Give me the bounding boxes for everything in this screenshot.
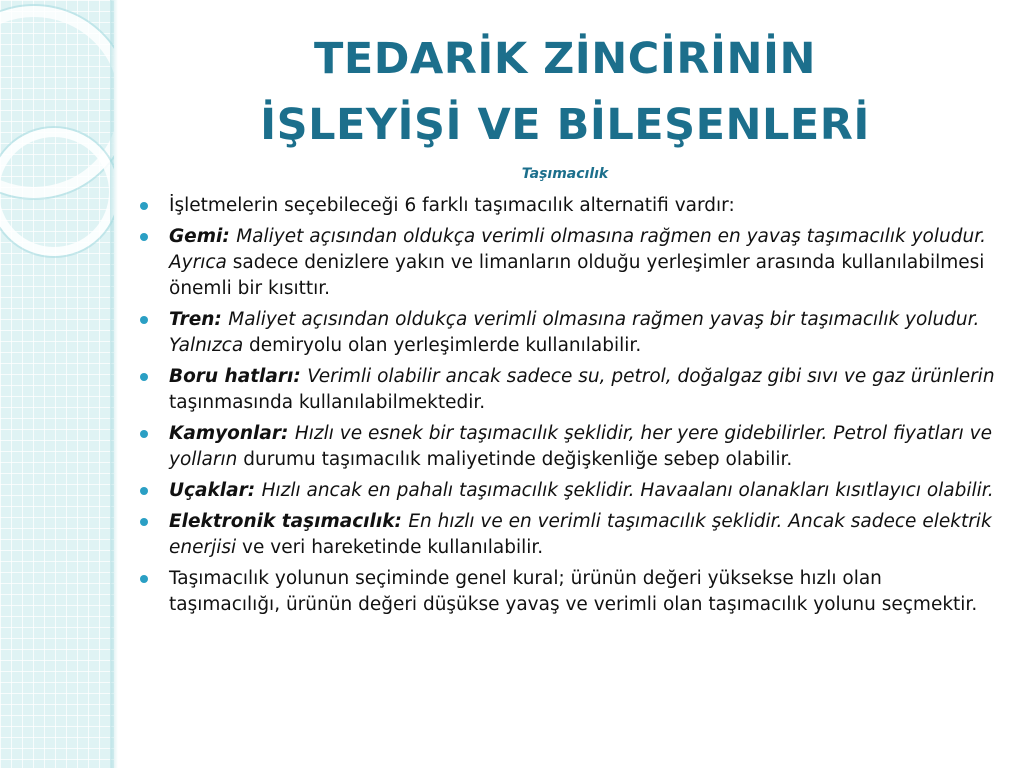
bullet-text: İşletmelerin seçebileceği 6 farklı taşımacılık alternatifi vardır: xyxy=(169,195,735,216)
bullet-text: ve veri hareketinde kullanılabilir. xyxy=(236,537,544,558)
slide-subtitle: Taşımacılık xyxy=(521,166,609,182)
bullet-item xyxy=(138,566,998,618)
bullet-text: taşınmasında kullanılabilmektedir. xyxy=(169,392,486,413)
bullet-item xyxy=(138,421,998,473)
bullet-italic-text: En hızlı ve en verimli taşımacılık şeklidir. Ancak sadece elektrik enerjisi xyxy=(169,511,992,558)
bullet-term: Uçaklar: xyxy=(169,480,256,501)
bullet-item xyxy=(138,224,998,302)
decorative-circle-small xyxy=(0,128,114,256)
bullet-text: demiryolu olan yerleşimlerde kullanılabilir. xyxy=(243,335,642,356)
bullet-item xyxy=(138,307,998,359)
side-decoration-panel xyxy=(0,0,114,768)
bullet-italic-text: Maliyet açısından oldukça verimli olmasına rağmen yavaş bir taşımacılık yoludur. Yalnızca xyxy=(169,309,980,356)
bullet-text: Taşımacılık yolunun seçiminde genel kural; ürünün değeri yüksekse hızlı olan taşımacılığı, ürünün değeri düşükse yavaş ve verimli olan taşımacılık yolunu seçmektir. xyxy=(169,568,978,615)
bullet-item xyxy=(138,364,998,416)
bullet-italic-text: Hızlı ve esnek bir taşımacılık şeklidir, her yere gidebilirler. Petrol fiyatları ve yolların xyxy=(169,423,992,470)
bullet-separator: : xyxy=(281,423,295,444)
bullet-italic-text: Maliyet açısından oldukça verimli olmasına rağmen en yavaş taşımacılık yoludur. Ayrıca xyxy=(169,226,986,273)
bullet-dot-icon xyxy=(140,430,148,438)
bullet-dot-icon xyxy=(140,518,148,526)
bullet-dot-icon xyxy=(140,487,148,495)
bullet-italic-text: Verimli olabilir ancak sadece su, petrol, doğalgaz gibi sıvı ve gaz ürünlerin xyxy=(307,366,995,387)
slide-title-line-2: İŞLEYİŞİ VE BİLEŞENLERİ xyxy=(260,100,870,150)
bullet-separator: : xyxy=(394,511,409,532)
bullet-dot-icon xyxy=(140,373,148,381)
bullet-italic-text: Hızlı ancak en pahalı taşımacılık şeklidir. Havaalanı olanakları kısıtlayıcı olabilir. xyxy=(261,480,994,501)
bullet-term: Kamyonlar xyxy=(169,423,281,444)
bullet-term: Gemi: xyxy=(169,226,230,247)
bullet-term: Tren: xyxy=(169,309,222,330)
bullet-text: sadece denizlere yakın ve limanların olduğu yerleşimler arasında kullanılabilmesi önemli bir kısıttır. xyxy=(169,252,985,299)
bullet-item xyxy=(138,193,998,219)
side-panel-edge xyxy=(110,0,118,768)
bullet-term: Elektronik taşımacılık xyxy=(169,511,395,532)
bullet-text: durumu taşımacılık maliyetinde değişkenliğe sebep olabilir. xyxy=(237,449,793,470)
slide-title-line-1: TEDARİK ZİNCİRİNİN xyxy=(314,34,816,84)
bullet-dot-icon xyxy=(140,575,148,583)
bullet-dot-icon xyxy=(140,233,148,241)
bullet-term: Boru hatları: xyxy=(169,366,301,387)
bullet-item xyxy=(138,509,998,561)
bullet-dot-icon xyxy=(140,202,148,210)
bullet-item xyxy=(138,478,998,504)
bullet-dot-icon xyxy=(140,316,148,324)
bullet-list xyxy=(138,193,998,623)
